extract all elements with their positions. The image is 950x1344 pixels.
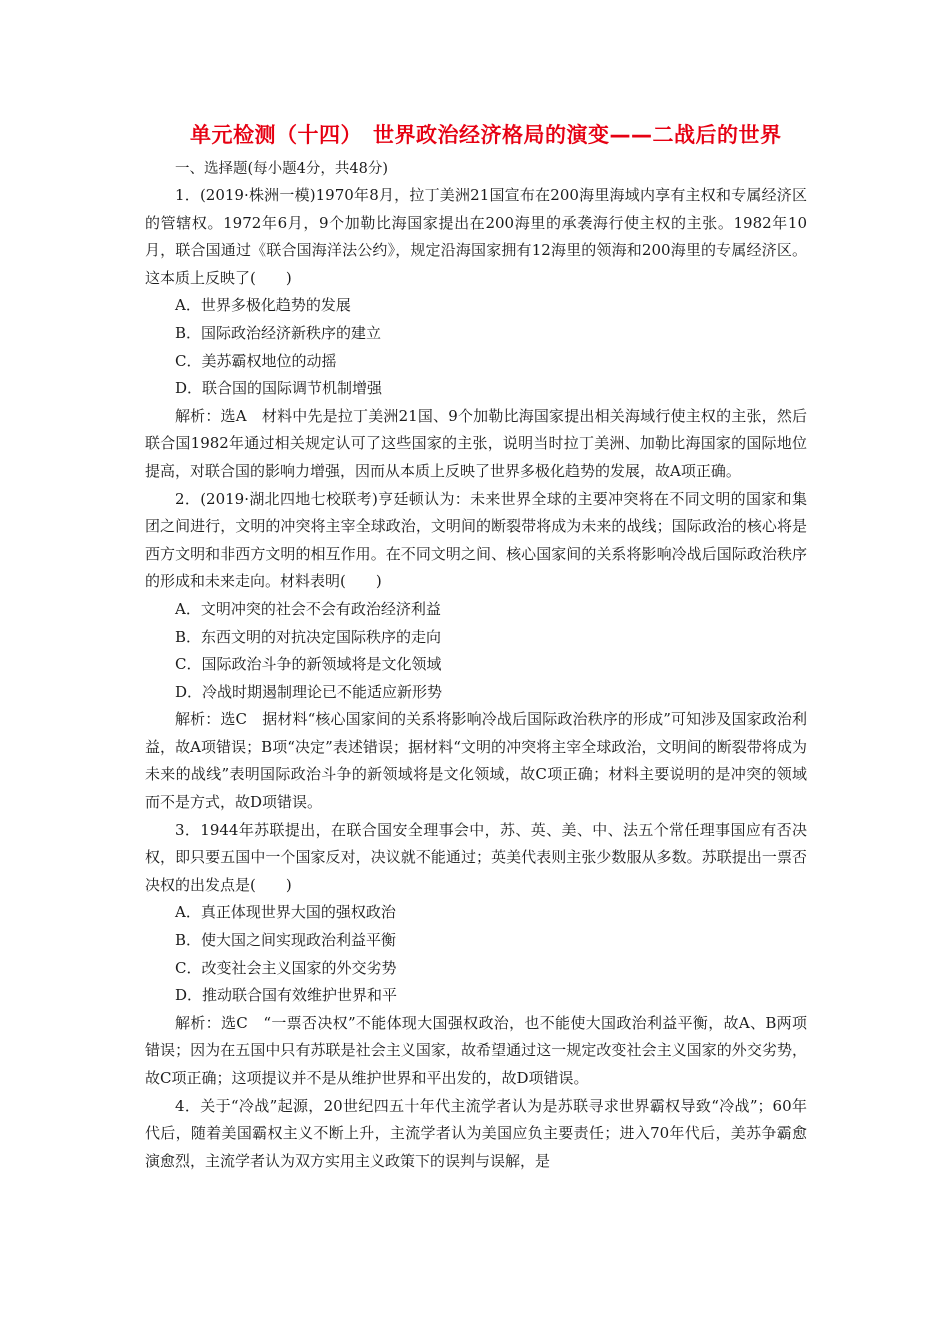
question-list	[145, 182, 807, 1175]
page-title: 单元检测（十四） 世界政治经济格局的演变——二战后的世界	[190, 123, 782, 147]
question-1-stem: 1．(2019·株洲一模)1970年8月，拉丁美洲21国宣布在200海里海域内享有主权和专属经济区的管辖权。1972年6月，9个加勒比海国家提出在200海里的承袭海行使主权的主张。1982年10月，联合国通过《联合国海洋法公约》，规定沿海国家拥有12海里的领海和200海里的专属经济区。这本质上反映了( )	[145, 186, 807, 287]
question-4-stem: 4．关于“冷战”起源，20世纪四五十年代主流学者认为是苏联寻求世界霸权导致“冷战”；60年代后，随着美国霸权主义不断上升，主流学者认为美国应负主要责任；进入70年代后，美苏争霸愈演愈烈，主流学者认为双方实用主义政策下的误判与误解，是	[145, 1096, 807, 1170]
question-1-analysis: 解析：选A 材料中先是拉丁美洲21国、9个加勒比海国家提出相关海域行使主权的主张，然后联合国1982年通过相关规定认可了这些国家的主张，说明当时拉丁美洲、加勒比海国家的国际地位提高，对联合国的影响力增强，因而从本质上反映了世界多极化趋势的发展，故A项正确。	[145, 406, 807, 480]
question-3-option-d: D．推动联合国有效维护世界和平	[175, 986, 398, 1005]
question-2-option-c: C．国际政治斗争的新领域将是文化领域	[175, 655, 442, 674]
question-1-option-d: D．联合国的国际调节机制增强	[175, 379, 383, 398]
section-heading: 一、选择题(每小题4分，共48分)	[175, 161, 388, 177]
question-1-option-b: B．国际政治经济新秩序的建立	[175, 323, 382, 342]
question-2-stem: 2．(2019·湖北四地七校联考)亨廷顿认为：未来世界全球的主要冲突将在不同文明的国家和集团之间进行，文明的冲突将主宰全球政治，文明间的断裂带将成为未来的战线；国际政治的核心将是西方文明和非西方文明的相互作用。在不同文明之间、核心国家间的关系将影响冷战后国际政治秩序的形成和未来走向。材料表明( )	[145, 489, 807, 591]
question-2-analysis: 解析：选C 据材料“核心国家间的关系将影响冷战后国际政治秩序的形成”可知涉及国家政治利益，故A项错误；B项“决定”表述错误；据材料“文明的冲突将主宰全球政治，文明间的断裂带将成为未来的战线”表明国际政治斗争的新领域将是文化领域，故C项正确；材料主要说明的是冲突的领域而不是方式，故D项错误。	[145, 710, 807, 812]
question-3-option-a: A．真正体现世界大国的强权政治	[175, 903, 396, 922]
question-3-option-c: C．改变社会主义国家的外交劣势	[175, 958, 397, 977]
question-3-stem: 3．1944年苏联提出，在联合国安全理事会中，苏、英、美、中、法五个常任理事国应有否决权，即只要五国中一个国家反对，决议就不能通过；英美代表则主张少数服从多数。苏联提出一票否决权的出发点是( )	[145, 820, 807, 894]
question-2-option-a: A．文明冲突的社会不会有政治经济利益	[175, 599, 441, 618]
question-3-option-b: B．使大国之间实现政治利益平衡	[175, 931, 397, 950]
question-2-option-d: D．冷战时期遏制理论已不能适应新形势	[175, 682, 443, 701]
question-1-option-c: C．美苏霸权地位的动摇	[175, 351, 337, 370]
question-2-option-b: B．东西文明的对抗决定国际秩序的走向	[175, 627, 442, 646]
question-3-analysis: 解析：选C “一票否决权”不能体现大国强权政治，也不能使大国政治利益平衡，故A、B两项错误；因为在五国中只有苏联是社会主义国家，故希望通过这一规定改变社会主义国家的外交劣势，故C项正确；这项提议并不是从维护世界和平出发的，故D项错误。	[145, 1013, 807, 1087]
question-1-option-a: A．世界多极化趋势的发展	[175, 296, 351, 315]
